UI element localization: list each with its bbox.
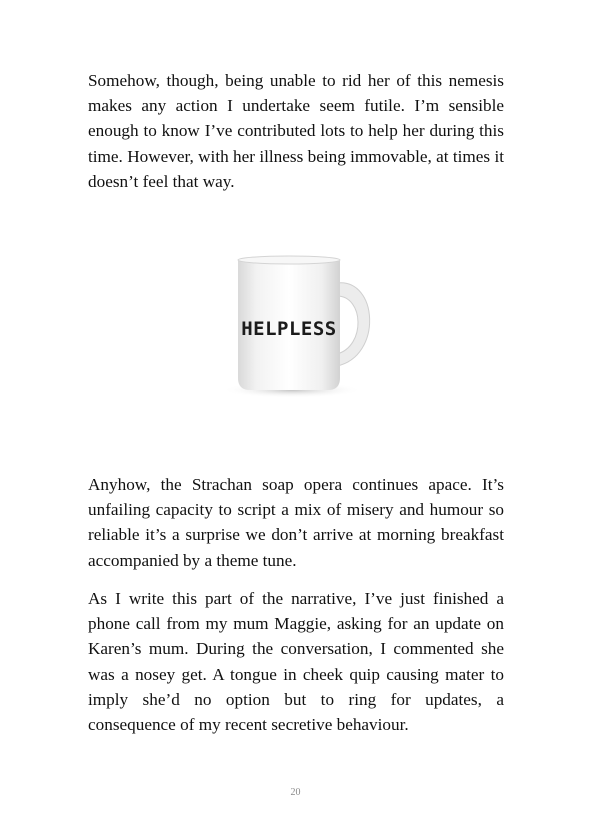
mug-text: HELPLESS <box>241 318 337 340</box>
paragraph-3: As I write this part of the narrative, I’ve just finished a phone call from my mum Maggie, asking for an update on Karen’s mum. During the conversation, I commented she was a nosey get. A tongue in cheek quip causing mater to imply she’d no option but to ring for updates, a consequence of my recent secretive behaviour. <box>88 589 504 735</box>
paragraph-2: Anyhow, the Strachan soap opera continues apace. It’s unfailing capacity to script a mix of misery and humour so reliable it’s a surprise we don’t arrive at morning breakfast accompanied by a theme tune. <box>88 475 504 570</box>
page-number: 20 <box>290 787 301 798</box>
paragraph-1: Somehow, though, being unable to rid her of this nemesis makes any action I undertake seem futile. I’m sensible enough to know I’ve contributed lots to help her during this time. However, with her illness being immovable, at times it doesn’t feel that way. <box>88 71 504 191</box>
helpless-mug-image <box>200 238 400 408</box>
